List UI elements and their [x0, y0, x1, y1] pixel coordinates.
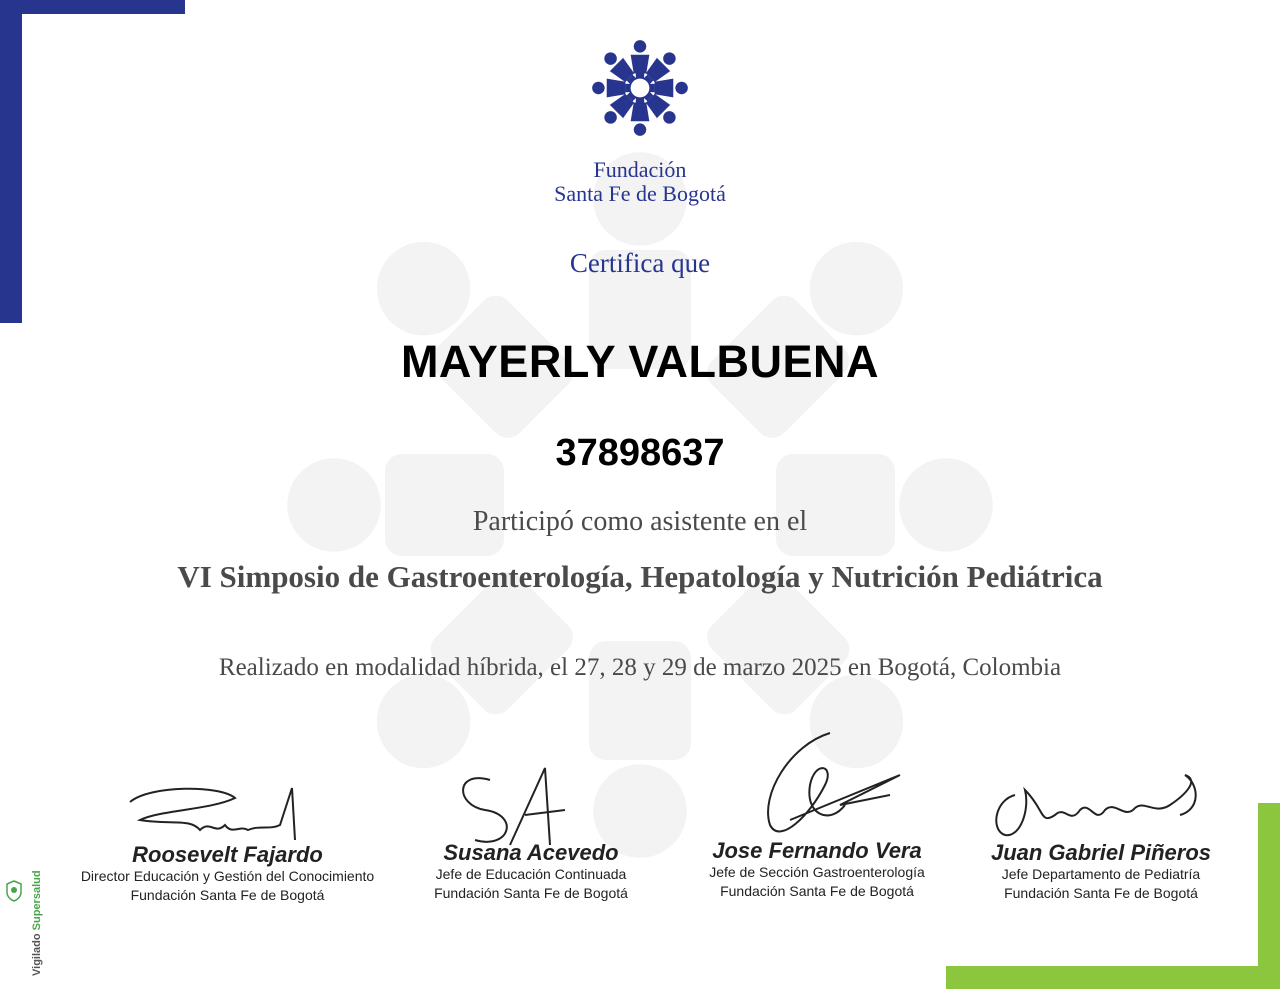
watermark-logo-icon [215, 80, 1065, 930]
signatory-organization: Fundación Santa Fe de Bogotá [434, 885, 628, 901]
event-title: VI Simposio de Gastroenterología, Hepatología y Nutrición Pediátrica [177, 559, 1103, 594]
signature-juan-gabriel-pineros [985, 770, 1215, 845]
signature-jose-fernando-vera [750, 725, 910, 845]
supersalud-brand: Supersalud [31, 870, 43, 931]
participation-text: Participó como asistente en el [472, 506, 808, 537]
recipient-id: 37898637 [555, 432, 725, 474]
signatory-name: Roosevelt Fajardo [132, 842, 323, 867]
signatory-name: Juan Gabriel Piñeros [990, 840, 1212, 865]
signatory-title: Jefe de Educación Continuada [435, 866, 627, 882]
recipient-name: MAYERLY VALBUENA [400, 336, 880, 387]
corner-bar-blue-top [0, 0, 185, 14]
event-details: Realizado en modalidad híbrida, el 27, 28 y 29 de marzo 2025 en Bogotá, Colombia [218, 654, 1062, 681]
certifica-heading: Certifica que [569, 248, 711, 278]
signatory-organization: Fundación Santa Fe de Bogotá [1004, 885, 1198, 901]
vigilado-prefix: Vigilado [31, 933, 43, 976]
corner-bar-green-bottom [946, 966, 1280, 989]
organization-name-line1: Fundación [593, 157, 687, 182]
signatory-title: Jefe Departamento de Pediatría [1001, 866, 1201, 882]
signatory-name: Jose Fernando Vera [712, 838, 922, 863]
signatory-name: Susana Acevedo [443, 840, 619, 865]
vigilado-supersalud-badge [28, 858, 50, 976]
signatory-title: Director Educación y Gestión del Conocimiento [80, 868, 375, 884]
signatory-organization: Fundación Santa Fe de Bogotá [130, 887, 325, 903]
signatory-block-2 [400, 841, 662, 903]
organization-name-line2: Santa Fe de Bogotá [554, 181, 726, 206]
signature-roosevelt-fajardo [120, 780, 320, 850]
signatory-block-1 [50, 843, 405, 905]
signatory-title: Jefe de Sección Gastroenterología [709, 864, 925, 880]
signatory-block-3 [672, 839, 962, 901]
signatory-block-4 [960, 841, 1242, 903]
corner-bar-green-right [1258, 803, 1280, 989]
supersalud-shield-icon [6, 880, 22, 902]
signatory-organization: Fundación Santa Fe de Bogotá [720, 883, 914, 899]
foundation-logo-icon [588, 36, 692, 140]
